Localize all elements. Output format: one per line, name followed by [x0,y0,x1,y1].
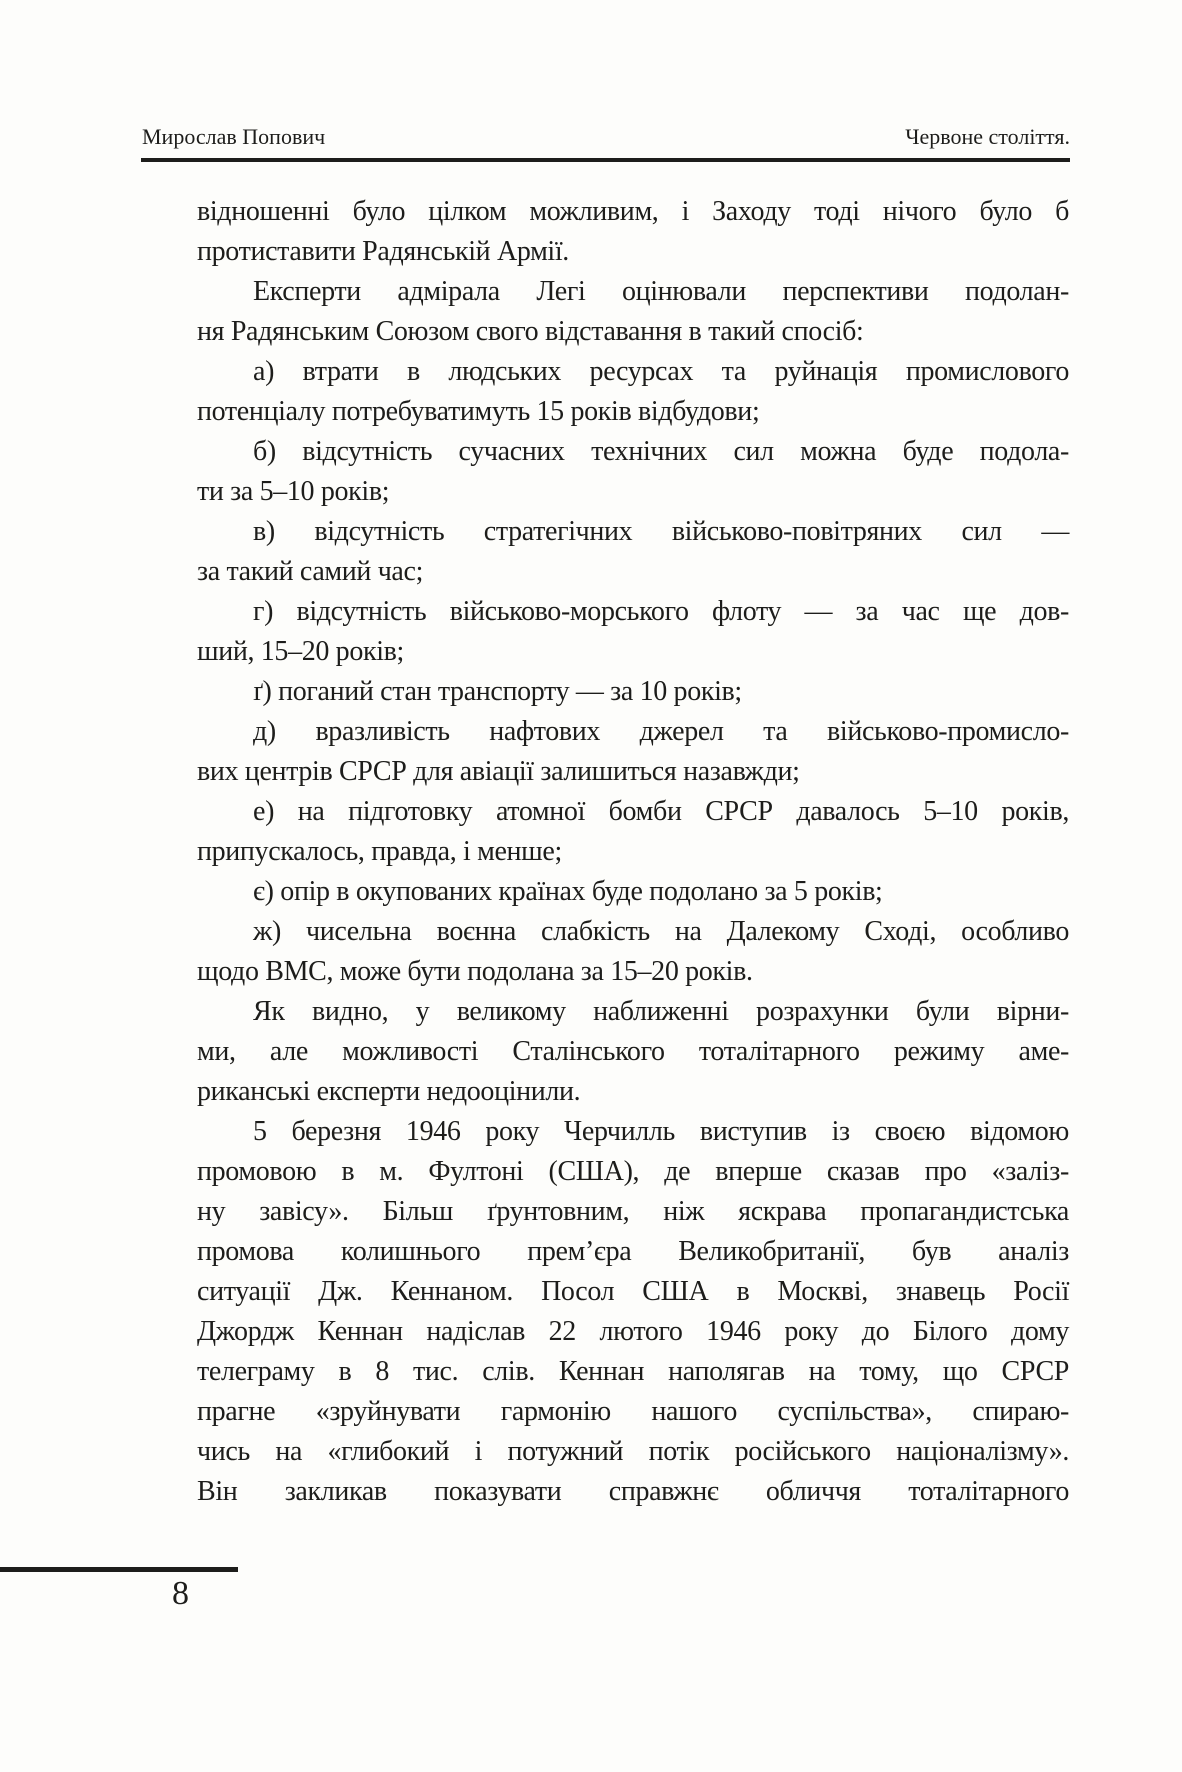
text-line: Він закликав показувати справжнє обличчя тоталітарного [197,1476,1069,1507]
text-line: відношенні було цілком можливим, і Заходу тоді нічого було б [197,196,1069,227]
text-line: припускалось, правда, і менше; [197,836,562,867]
paragraph [197,992,1069,1112]
page-body [197,192,1069,1512]
text-line: протиставити Радянській Армії. [197,236,569,267]
text-line: ґ) поганий стан транспорту — за 10 років; [253,676,742,707]
paragraph [197,792,1069,872]
text-line: ти за 5–10 років; [197,476,390,507]
text-line: в) відсутність стратегічних військово-повітряних сил — [253,516,1069,547]
footer-rule [0,1567,238,1572]
text-line: телеграму в 8 тис. слів. Кеннан наполягав на тому, що СРСР [197,1356,1069,1387]
paragraph [197,872,1069,912]
text-line: Як видно, у великому наближенні розрахунки були вірни- [253,996,1069,1027]
text-line: ший, 15–20 років; [197,636,404,667]
paragraph [197,512,1069,592]
paragraph [197,432,1069,512]
paragraph [197,672,1069,712]
text-line: Експерти адмірала Легі оцінювали перспективи подолан- [253,276,1069,307]
text-line: риканські експерти недооцінили. [197,1076,581,1107]
paragraph [197,912,1069,992]
text-line: 5 березня 1946 року Черчилль виступив із своєю відомою [253,1116,1069,1147]
text-line: е) на підготовку атомної бомби СРСР давалось 5–10 років, [253,796,1069,827]
text-line: чись на «глибокий і потужний потік російського націоналізму». [197,1436,1069,1467]
paragraph [197,1112,1069,1512]
text-line: промова колишнього прем’єра Великобританії, був аналіз [197,1236,1069,1267]
text-line: прагне «зруйнувати гармонію нашого суспільства», спираю- [197,1396,1069,1427]
text-line: ми, але можливості Сталінського тоталітарного режиму аме- [197,1036,1069,1067]
text-line: Джордж Кеннан надіслав 22 лютого 1946 року до Білого дому [197,1316,1069,1347]
text-line: промовою в м. Фултоні (США), де вперше сказав про «заліз- [197,1156,1069,1187]
header-author: Мирослав Попович [142,124,326,149]
text-line: ситуації Дж. Кеннаном. Посол США в Москві, знавець Росії [197,1276,1069,1307]
text-line: ну завісу». Більш ґрунтовним, ніж яскрава пропагандистська [197,1196,1069,1227]
header-rule [141,158,1070,162]
text-line: щодо ВМС, може бути подолана за 15–20 років. [197,956,753,987]
header-book-title: Червоне століття. [905,124,1070,149]
text-line: є) опір в окупованих країнах буде подолано за 5 років; [253,876,883,907]
text-line: ж) чисельна воєнна слабкість на Далекому Сході, особливо [253,916,1069,947]
paragraph [197,192,1069,272]
text-line: за такий самий час; [197,556,424,587]
text-line: г) відсутність військово-морського флоту — за час ще дов- [253,596,1069,627]
text-line: а) втрати в людських ресурсах та руйнація промислового [253,356,1069,387]
text-line: вих центрів СРСР для авіації залишиться назавжди; [197,756,800,787]
paragraph [197,352,1069,432]
text-line: д) вразливість нафтових джерел та військово-промисло- [253,716,1069,747]
paragraph [197,272,1069,352]
paragraph [197,712,1069,792]
text-line: ня Радянським Союзом свого відставання в такий спосіб: [197,316,864,347]
paragraph [197,592,1069,672]
text-line: б) відсутність сучасних технічних сил можна буде подола- [253,436,1069,467]
text-line: потенціалу потребуватимуть 15 років відбудови; [197,396,760,427]
page-number: 8 [172,1575,189,1612]
